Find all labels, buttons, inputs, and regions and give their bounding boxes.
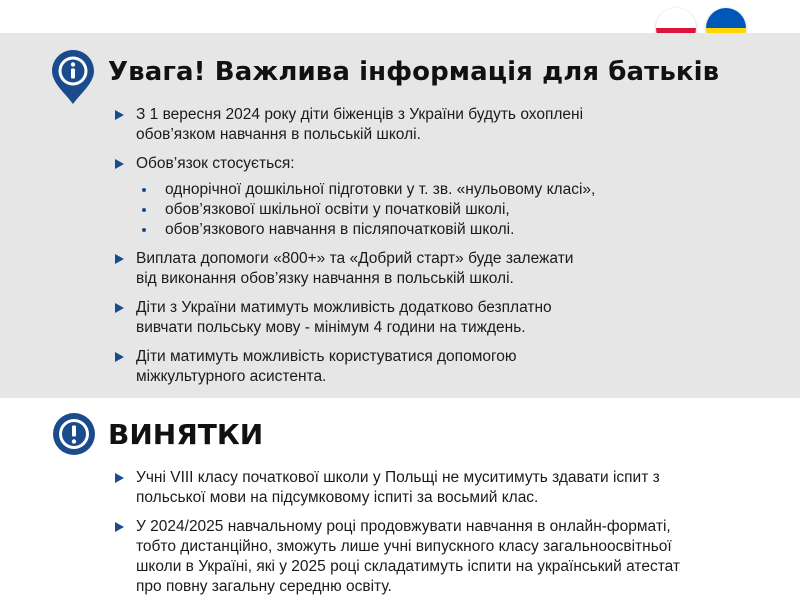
exceptions-section (0, 398, 800, 600)
list-item (114, 105, 784, 145)
dot-bullet-icon (142, 228, 146, 232)
exclamation-icon (52, 412, 96, 456)
sub-item-text: обов’язкового навчання в післяпочатковій школі. (165, 221, 515, 238)
sub-item-text: обов’язкової шкільної освіти у початковій школі, (165, 201, 510, 218)
list-item (114, 468, 784, 508)
info-heading: Увага! Важлива інформація для батьків (108, 57, 720, 87)
list-item (114, 517, 784, 597)
triangle-bullet-icon (115, 522, 124, 532)
triangle-bullet-icon (115, 159, 124, 169)
item-text-line: З 1 вересня 2024 року діти біженців з України будуть охоплені (136, 106, 584, 123)
item-text-line: тобто дистанційно, зможуть лише учні випускного класу загальноосвітньої (136, 538, 672, 555)
item-text-line: школи в Україні, які у 2025 році складатимуть іспити на український атестат (136, 558, 681, 575)
dot-bullet-icon (142, 188, 146, 192)
item-text-line: Обов’язок стосується: (136, 155, 295, 172)
item-text-line: вивчати польську мову - мінімум 4 години на тиждень. (136, 319, 526, 336)
exceptions-list (114, 468, 784, 606)
sub-list-item (136, 180, 784, 200)
info-list (114, 105, 784, 396)
item-text-line: обов’язком навчання в польській школі. (136, 126, 421, 143)
triangle-bullet-icon (115, 254, 124, 264)
info-pin-icon (50, 48, 96, 106)
sub-list-item (136, 200, 784, 220)
item-text-line: польської мови на підсумковому іспиті за восьмий клас. (136, 489, 539, 506)
sub-item-text: однорічної дошкільної підготовки у т. зв. «нульовому класі», (165, 181, 596, 198)
exceptions-heading: ВИНЯТКИ (108, 418, 264, 451)
triangle-bullet-icon (115, 473, 124, 483)
item-text-line: Діти з України матимуть можливість додатково безплатно (136, 299, 552, 316)
list-item (114, 249, 784, 289)
list-item (114, 347, 784, 387)
triangle-bullet-icon (115, 303, 124, 313)
item-text-line: від виконання обов’язку навчання в польській школі. (136, 270, 514, 287)
item-text-line: про повну загальну середню освіту. (136, 578, 392, 595)
item-text-line: Учні VIII класу початкової школи у Польщі не муситимуть здавати іспит з (136, 469, 660, 486)
sub-list (136, 180, 784, 240)
info-section (0, 33, 800, 398)
item-text-line: Виплата допомоги «800+» та «Добрий старт» буде залежати (136, 250, 574, 267)
item-text-line: У 2024/2025 навчальному році продовжувати навчання в онлайн-форматі, (136, 518, 671, 535)
triangle-bullet-icon (115, 352, 124, 362)
sub-list-item (136, 220, 784, 240)
item-text-line: Діти матимуть можливість користуватися допомогою (136, 348, 517, 365)
triangle-bullet-icon (115, 110, 124, 120)
list-item (114, 154, 784, 240)
dot-bullet-icon (142, 208, 146, 212)
item-text-line: міжкультурного асистента. (136, 368, 327, 385)
list-item (114, 298, 784, 338)
